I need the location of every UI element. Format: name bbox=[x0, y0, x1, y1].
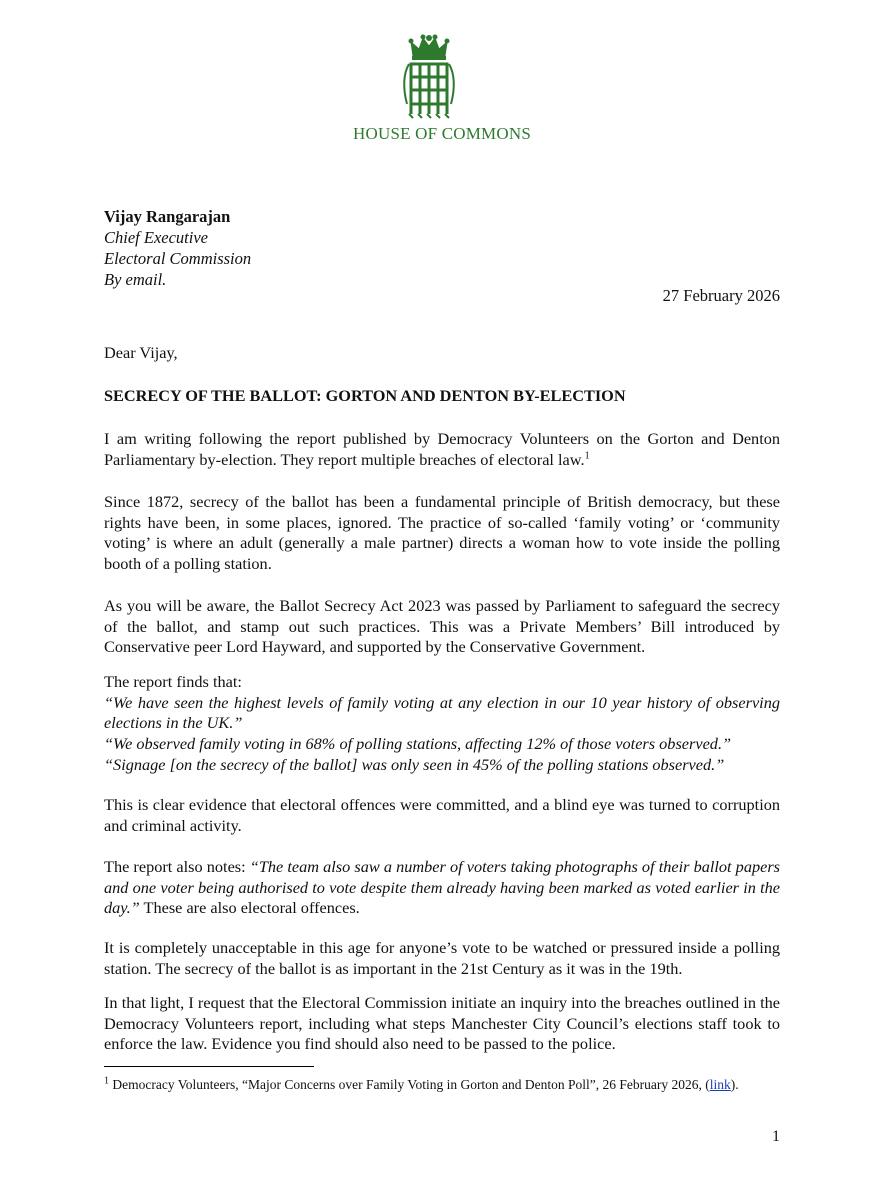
footnote bbox=[104, 1075, 780, 1094]
recipient-block bbox=[104, 206, 251, 290]
findings-block bbox=[104, 672, 780, 776]
paragraph-5-tail: These are also electoral offences. bbox=[139, 898, 360, 918]
recipient-name: Vijay Rangarajan bbox=[104, 207, 231, 226]
letter-date: 27 February 2026 bbox=[662, 286, 780, 305]
recipient-title: Chief Executive bbox=[104, 228, 208, 247]
footnote-number: 1 bbox=[104, 1075, 109, 1087]
salutation: Dear Vijay, bbox=[104, 343, 178, 362]
paragraph-5-quote: “The team also saw a number of voters taking photographs of their ballot papers and one voter being authorised to vote despite them already having been marked as voted earlier in the day.” bbox=[104, 857, 780, 918]
recipient-delivery: By email. bbox=[104, 270, 167, 289]
paragraph-1 bbox=[104, 429, 780, 470]
quote-2: “We observed family voting in 68% of polling stations, affecting 12% of those voters observed.” bbox=[104, 734, 732, 754]
subject-heading: SECRECY OF THE BALLOT: GORTON AND DENTON BY-ELECTION bbox=[104, 386, 626, 405]
paragraph-1-text: I am writing following the report published by Democracy Volunteers on the Gorton and Denton Parliamentary by-election. They report multiple breaches of electoral law. bbox=[104, 429, 780, 469]
quote-1: “We have seen the highest levels of family voting at any election in our 10 year history of observing elections in the UK.” bbox=[104, 692, 780, 733]
paragraph-4: This is clear evidence that electoral offences were committed, and a blind eye was turned to corruption and criminal activity. bbox=[104, 795, 780, 835]
paragraph-6: It is completely unacceptable in this age for anyone’s vote to be watched or pressured inside a polling station. The secrecy of the ballot is as important in the 21st Century as it was in the 19th. bbox=[104, 938, 780, 978]
quote-3: “Signage [on the secrecy of the ballot] was only seen in 45% of the polling stations observed.” bbox=[104, 754, 725, 774]
portcullis-crest-icon bbox=[401, 34, 457, 120]
paragraph-2: Since 1872, secrecy of the ballot has been a fundamental principle of British democracy, but these rights have been, in some places, ignored. The practice of so-called ‘family voting’ or ‘community voting’ is where an adult (generally a male partner) directs a woman how to vote inside the polling booth of a polling station. bbox=[104, 492, 780, 574]
footnote-reference: 1 bbox=[584, 450, 590, 462]
footnote-link[interactable]: link bbox=[709, 1077, 731, 1092]
recipient-organization: Electoral Commission bbox=[104, 249, 252, 268]
page-number: 1 bbox=[772, 1128, 780, 1145]
footnote-text: Democracy Volunteers, “Major Concerns over Family Voting in Gorton and Denton Poll”, 26 February 2026, ( bbox=[109, 1077, 710, 1092]
paragraph-5-lead: The report also notes: bbox=[104, 857, 250, 876]
paragraph-3: As you will be aware, the Ballot Secrecy Act 2023 was passed by Parliament to safeguard the secrecy of the ballot, and stamp out such practices. This was a Private Members’ Bill introduced by Conservative peer Lord Hayward, and supported by the Conservative Government. bbox=[104, 596, 780, 657]
paragraph-7: In that light, I request that the Electoral Commission initiate an inquiry into the breaches outlined in the Democracy Volunteers report, including what steps Manchester City Council’s elections staff took to enforce the law. Evidence you find should also need to be passed to the police. bbox=[104, 993, 780, 1054]
paragraph-5 bbox=[104, 857, 780, 919]
findings-intro: The report finds that: bbox=[104, 672, 242, 691]
organization-name: HOUSE OF COMMONS bbox=[353, 124, 531, 143]
footnote-divider bbox=[104, 1066, 314, 1067]
footnote-tail: ). bbox=[730, 1077, 739, 1092]
